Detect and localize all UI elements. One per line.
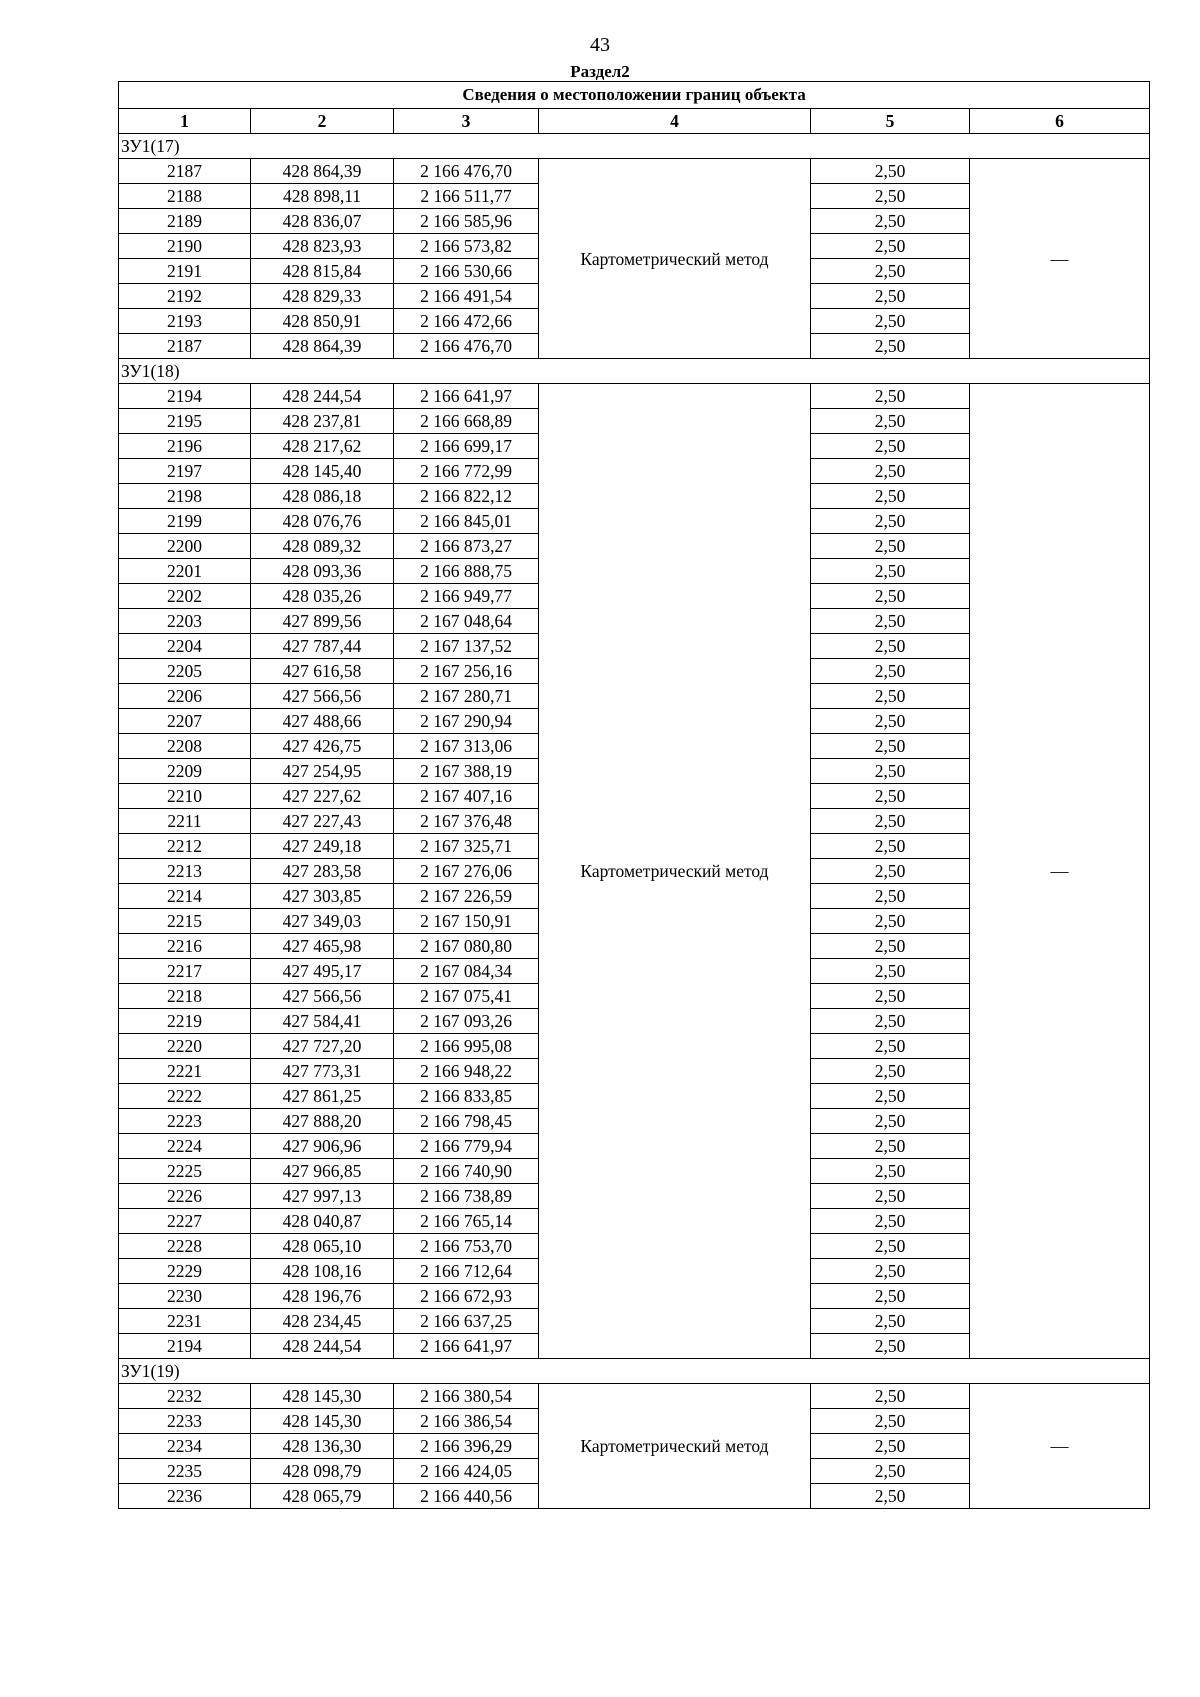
y-coordinate-cell: 2 166 511,77 bbox=[394, 184, 539, 209]
y-coordinate-cell: 2 166 772,99 bbox=[394, 459, 539, 484]
y-coordinate-cell: 2 167 325,71 bbox=[394, 834, 539, 859]
point-number-cell: 2232 bbox=[119, 1384, 251, 1409]
accuracy-cell: 2,50 bbox=[811, 1409, 970, 1434]
accuracy-cell: 2,50 bbox=[811, 809, 970, 834]
x-coordinate-cell: 428 196,76 bbox=[251, 1284, 394, 1309]
accuracy-cell: 2,50 bbox=[811, 1209, 970, 1234]
y-coordinate-cell: 2 166 637,25 bbox=[394, 1309, 539, 1334]
accuracy-cell: 2,50 bbox=[811, 559, 970, 584]
point-number-cell: 2230 bbox=[119, 1284, 251, 1309]
point-number-cell: 2188 bbox=[119, 184, 251, 209]
group-row bbox=[119, 1359, 1150, 1384]
x-coordinate-cell: 427 227,62 bbox=[251, 784, 394, 809]
point-number-cell: 2218 bbox=[119, 984, 251, 1009]
accuracy-cell: 2,50 bbox=[811, 1309, 970, 1334]
point-number-cell: 2228 bbox=[119, 1234, 251, 1259]
point-number-cell: 2205 bbox=[119, 659, 251, 684]
x-coordinate-cell: 427 227,43 bbox=[251, 809, 394, 834]
accuracy-cell: 2,50 bbox=[811, 1434, 970, 1459]
y-coordinate-cell: 2 167 256,16 bbox=[394, 659, 539, 684]
x-coordinate-cell: 427 727,20 bbox=[251, 1034, 394, 1059]
y-coordinate-cell: 2 167 226,59 bbox=[394, 884, 539, 909]
accuracy-cell: 2,50 bbox=[811, 484, 970, 509]
accuracy-cell: 2,50 bbox=[811, 1334, 970, 1359]
y-coordinate-cell: 2 166 672,93 bbox=[394, 1284, 539, 1309]
method-cell: Картометрический метод bbox=[539, 384, 811, 1359]
accuracy-cell: 2,50 bbox=[811, 734, 970, 759]
point-number-cell: 2234 bbox=[119, 1434, 251, 1459]
accuracy-cell: 2,50 bbox=[811, 409, 970, 434]
accuracy-cell: 2,50 bbox=[811, 309, 970, 334]
column-number-row bbox=[119, 109, 1150, 134]
x-coordinate-cell: 427 906,96 bbox=[251, 1134, 394, 1159]
x-coordinate-cell: 427 584,41 bbox=[251, 1009, 394, 1034]
y-coordinate-cell: 2 167 280,71 bbox=[394, 684, 539, 709]
section-title: Раздел2 bbox=[570, 62, 630, 81]
accuracy-cell: 2,50 bbox=[811, 634, 970, 659]
accuracy-cell: 2,50 bbox=[811, 1384, 970, 1409]
x-coordinate-cell: 427 566,56 bbox=[251, 684, 394, 709]
accuracy-cell: 2,50 bbox=[811, 784, 970, 809]
x-coordinate-cell: 428 145,30 bbox=[251, 1409, 394, 1434]
accuracy-cell: 2,50 bbox=[811, 1259, 970, 1284]
y-coordinate-cell: 2 167 290,94 bbox=[394, 709, 539, 734]
y-coordinate-cell: 2 167 313,06 bbox=[394, 734, 539, 759]
x-coordinate-cell: 427 773,31 bbox=[251, 1059, 394, 1084]
point-number-cell: 2210 bbox=[119, 784, 251, 809]
accuracy-cell: 2,50 bbox=[811, 1159, 970, 1184]
point-number-cell: 2217 bbox=[119, 959, 251, 984]
point-number-cell: 2216 bbox=[119, 934, 251, 959]
x-coordinate-cell: 428 864,39 bbox=[251, 334, 394, 359]
accuracy-cell: 2,50 bbox=[811, 1284, 970, 1309]
x-coordinate-cell: 428 898,11 bbox=[251, 184, 394, 209]
accuracy-cell: 2,50 bbox=[811, 284, 970, 309]
y-coordinate-cell: 2 166 641,97 bbox=[394, 1334, 539, 1359]
point-number-cell: 2207 bbox=[119, 709, 251, 734]
y-coordinate-cell: 2 167 376,48 bbox=[394, 809, 539, 834]
y-coordinate-cell: 2 166 738,89 bbox=[394, 1184, 539, 1209]
y-coordinate-cell: 2 166 948,22 bbox=[394, 1059, 539, 1084]
accuracy-cell: 2,50 bbox=[811, 234, 970, 259]
group-row bbox=[119, 359, 1150, 384]
point-number-cell: 2221 bbox=[119, 1059, 251, 1084]
y-coordinate-cell: 2 166 396,29 bbox=[394, 1434, 539, 1459]
x-coordinate-cell: 428 035,26 bbox=[251, 584, 394, 609]
x-coordinate-cell: 428 145,40 bbox=[251, 459, 394, 484]
group-label: ЗУ1(19) bbox=[119, 1359, 1150, 1384]
column-header: 4 bbox=[539, 109, 811, 134]
column-header: 1 bbox=[119, 109, 251, 134]
accuracy-cell: 2,50 bbox=[811, 884, 970, 909]
method-cell: Картометрический метод bbox=[539, 159, 811, 359]
table-row bbox=[119, 159, 1150, 184]
y-coordinate-cell: 2 166 888,75 bbox=[394, 559, 539, 584]
point-number-cell: 2229 bbox=[119, 1259, 251, 1284]
accuracy-cell: 2,50 bbox=[811, 1059, 970, 1084]
table-row bbox=[119, 384, 1150, 409]
point-number-cell: 2203 bbox=[119, 609, 251, 634]
y-coordinate-cell: 2 166 476,70 bbox=[394, 159, 539, 184]
accuracy-cell: 2,50 bbox=[811, 1134, 970, 1159]
x-coordinate-cell: 428 244,54 bbox=[251, 384, 394, 409]
x-coordinate-cell: 427 787,44 bbox=[251, 634, 394, 659]
point-number-cell: 2187 bbox=[119, 159, 251, 184]
accuracy-cell: 2,50 bbox=[811, 1234, 970, 1259]
point-number-cell: 2215 bbox=[119, 909, 251, 934]
table-body bbox=[119, 134, 1150, 1509]
point-number-cell: 2233 bbox=[119, 1409, 251, 1434]
point-number-cell: 2198 bbox=[119, 484, 251, 509]
y-coordinate-cell: 2 166 833,85 bbox=[394, 1084, 539, 1109]
point-number-cell: 2227 bbox=[119, 1209, 251, 1234]
column-header: 2 bbox=[251, 109, 394, 134]
y-coordinate-cell: 2 166 873,27 bbox=[394, 534, 539, 559]
y-coordinate-cell: 2 167 137,52 bbox=[394, 634, 539, 659]
y-coordinate-cell: 2 166 699,17 bbox=[394, 434, 539, 459]
x-coordinate-cell: 428 244,54 bbox=[251, 1334, 394, 1359]
accuracy-cell: 2,50 bbox=[811, 1184, 970, 1209]
y-coordinate-cell: 2 166 765,14 bbox=[394, 1209, 539, 1234]
accuracy-cell: 2,50 bbox=[811, 1459, 970, 1484]
point-number-cell: 2223 bbox=[119, 1109, 251, 1134]
method-cell: Картометрический метод bbox=[539, 1384, 811, 1509]
x-coordinate-cell: 428 098,79 bbox=[251, 1459, 394, 1484]
point-number-cell: 2189 bbox=[119, 209, 251, 234]
point-number-cell: 2206 bbox=[119, 684, 251, 709]
point-number-cell: 2220 bbox=[119, 1034, 251, 1059]
x-coordinate-cell: 428 836,07 bbox=[251, 209, 394, 234]
accuracy-cell: 2,50 bbox=[811, 984, 970, 1009]
table-caption: Сведения о местоположении границ объекта bbox=[119, 82, 1150, 109]
x-coordinate-cell: 428 864,39 bbox=[251, 159, 394, 184]
y-coordinate-cell: 2 166 491,54 bbox=[394, 284, 539, 309]
y-coordinate-cell: 2 167 407,16 bbox=[394, 784, 539, 809]
y-coordinate-cell: 2 167 080,80 bbox=[394, 934, 539, 959]
point-number-cell: 2219 bbox=[119, 1009, 251, 1034]
accuracy-cell: 2,50 bbox=[811, 709, 970, 734]
accuracy-cell: 2,50 bbox=[811, 434, 970, 459]
x-coordinate-cell: 428 823,93 bbox=[251, 234, 394, 259]
x-coordinate-cell: 428 089,32 bbox=[251, 534, 394, 559]
point-number-cell: 2195 bbox=[119, 409, 251, 434]
x-coordinate-cell: 428 234,45 bbox=[251, 1309, 394, 1334]
x-coordinate-cell: 427 283,58 bbox=[251, 859, 394, 884]
accuracy-cell: 2,50 bbox=[811, 1009, 970, 1034]
group-label: ЗУ1(17) bbox=[119, 134, 1150, 159]
point-number-cell: 2224 bbox=[119, 1134, 251, 1159]
accuracy-cell: 2,50 bbox=[811, 859, 970, 884]
y-coordinate-cell: 2 167 048,64 bbox=[394, 609, 539, 634]
x-coordinate-cell: 428 065,10 bbox=[251, 1234, 394, 1259]
x-coordinate-cell: 427 566,56 bbox=[251, 984, 394, 1009]
point-number-cell: 2194 bbox=[119, 1334, 251, 1359]
accuracy-cell: 2,50 bbox=[811, 834, 970, 859]
point-number-cell: 2204 bbox=[119, 634, 251, 659]
x-coordinate-cell: 427 495,17 bbox=[251, 959, 394, 984]
y-coordinate-cell: 2 166 573,82 bbox=[394, 234, 539, 259]
point-number-cell: 2236 bbox=[119, 1484, 251, 1509]
group-row bbox=[119, 134, 1150, 159]
y-coordinate-cell: 2 166 424,05 bbox=[394, 1459, 539, 1484]
x-coordinate-cell: 428 076,76 bbox=[251, 509, 394, 534]
y-coordinate-cell: 2 167 150,91 bbox=[394, 909, 539, 934]
point-number-cell: 2187 bbox=[119, 334, 251, 359]
y-coordinate-cell: 2 167 075,41 bbox=[394, 984, 539, 1009]
y-coordinate-cell: 2 167 276,06 bbox=[394, 859, 539, 884]
y-coordinate-cell: 2 167 388,19 bbox=[394, 759, 539, 784]
point-number-cell: 2225 bbox=[119, 1159, 251, 1184]
point-number-cell: 2211 bbox=[119, 809, 251, 834]
accuracy-cell: 2,50 bbox=[811, 1109, 970, 1134]
x-coordinate-cell: 427 349,03 bbox=[251, 909, 394, 934]
accuracy-cell: 2,50 bbox=[811, 384, 970, 409]
point-number-cell: 2209 bbox=[119, 759, 251, 784]
group-label: ЗУ1(18) bbox=[119, 359, 1150, 384]
y-coordinate-cell: 2 166 668,89 bbox=[394, 409, 539, 434]
accuracy-cell: 2,50 bbox=[811, 459, 970, 484]
x-coordinate-cell: 427 888,20 bbox=[251, 1109, 394, 1134]
x-coordinate-cell: 427 254,95 bbox=[251, 759, 394, 784]
boundary-coordinates-table bbox=[118, 81, 1150, 1509]
x-coordinate-cell: 428 065,79 bbox=[251, 1484, 394, 1509]
column-header: 5 bbox=[811, 109, 970, 134]
x-coordinate-cell: 427 465,98 bbox=[251, 934, 394, 959]
x-coordinate-cell: 428 136,30 bbox=[251, 1434, 394, 1459]
x-coordinate-cell: 427 426,75 bbox=[251, 734, 394, 759]
x-coordinate-cell: 427 997,13 bbox=[251, 1184, 394, 1209]
y-coordinate-cell: 2 166 530,66 bbox=[394, 259, 539, 284]
column-6-cell: — bbox=[970, 1384, 1150, 1509]
x-coordinate-cell: 428 108,16 bbox=[251, 1259, 394, 1284]
accuracy-cell: 2,50 bbox=[811, 684, 970, 709]
x-coordinate-cell: 427 899,56 bbox=[251, 609, 394, 634]
y-coordinate-cell: 2 166 585,96 bbox=[394, 209, 539, 234]
y-coordinate-cell: 2 166 779,94 bbox=[394, 1134, 539, 1159]
column-header: 6 bbox=[970, 109, 1150, 134]
column-6-cell: — bbox=[970, 384, 1150, 1359]
point-number-cell: 2196 bbox=[119, 434, 251, 459]
accuracy-cell: 2,50 bbox=[811, 1484, 970, 1509]
point-number-cell: 2208 bbox=[119, 734, 251, 759]
x-coordinate-cell: 427 249,18 bbox=[251, 834, 394, 859]
point-number-cell: 2194 bbox=[119, 384, 251, 409]
x-coordinate-cell: 428 237,81 bbox=[251, 409, 394, 434]
x-coordinate-cell: 427 616,58 bbox=[251, 659, 394, 684]
y-coordinate-cell: 2 167 093,26 bbox=[394, 1009, 539, 1034]
accuracy-cell: 2,50 bbox=[811, 584, 970, 609]
point-number-cell: 2231 bbox=[119, 1309, 251, 1334]
accuracy-cell: 2,50 bbox=[811, 959, 970, 984]
y-coordinate-cell: 2 166 476,70 bbox=[394, 334, 539, 359]
y-coordinate-cell: 2 166 380,54 bbox=[394, 1384, 539, 1409]
y-coordinate-cell: 2 166 472,66 bbox=[394, 309, 539, 334]
y-coordinate-cell: 2 167 084,34 bbox=[394, 959, 539, 984]
y-coordinate-cell: 2 166 641,97 bbox=[394, 384, 539, 409]
accuracy-cell: 2,50 bbox=[811, 759, 970, 784]
point-number-cell: 2201 bbox=[119, 559, 251, 584]
accuracy-cell: 2,50 bbox=[811, 1034, 970, 1059]
y-coordinate-cell: 2 166 386,54 bbox=[394, 1409, 539, 1434]
x-coordinate-cell: 427 861,25 bbox=[251, 1084, 394, 1109]
x-coordinate-cell: 428 093,36 bbox=[251, 559, 394, 584]
point-number-cell: 2191 bbox=[119, 259, 251, 284]
x-coordinate-cell: 427 303,85 bbox=[251, 884, 394, 909]
point-number-cell: 2202 bbox=[119, 584, 251, 609]
x-coordinate-cell: 428 217,62 bbox=[251, 434, 394, 459]
y-coordinate-cell: 2 166 712,64 bbox=[394, 1259, 539, 1284]
x-coordinate-cell: 428 086,18 bbox=[251, 484, 394, 509]
point-number-cell: 2226 bbox=[119, 1184, 251, 1209]
x-coordinate-cell: 427 488,66 bbox=[251, 709, 394, 734]
accuracy-cell: 2,50 bbox=[811, 334, 970, 359]
y-coordinate-cell: 2 166 995,08 bbox=[394, 1034, 539, 1059]
accuracy-cell: 2,50 bbox=[811, 209, 970, 234]
y-coordinate-cell: 2 166 949,77 bbox=[394, 584, 539, 609]
point-number-cell: 2235 bbox=[119, 1459, 251, 1484]
accuracy-cell: 2,50 bbox=[811, 934, 970, 959]
column-6-cell: — bbox=[970, 159, 1150, 359]
accuracy-cell: 2,50 bbox=[811, 909, 970, 934]
accuracy-cell: 2,50 bbox=[811, 259, 970, 284]
point-number-cell: 2192 bbox=[119, 284, 251, 309]
y-coordinate-cell: 2 166 753,70 bbox=[394, 1234, 539, 1259]
x-coordinate-cell: 428 040,87 bbox=[251, 1209, 394, 1234]
x-coordinate-cell: 428 850,91 bbox=[251, 309, 394, 334]
x-coordinate-cell: 428 815,84 bbox=[251, 259, 394, 284]
accuracy-cell: 2,50 bbox=[811, 609, 970, 634]
point-number-cell: 2190 bbox=[119, 234, 251, 259]
point-number-cell: 2222 bbox=[119, 1084, 251, 1109]
table-caption-row bbox=[119, 82, 1150, 109]
column-header: 3 bbox=[394, 109, 539, 134]
y-coordinate-cell: 2 166 845,01 bbox=[394, 509, 539, 534]
table-row bbox=[119, 1384, 1150, 1409]
point-number-cell: 2213 bbox=[119, 859, 251, 884]
accuracy-cell: 2,50 bbox=[811, 159, 970, 184]
x-coordinate-cell: 428 145,30 bbox=[251, 1384, 394, 1409]
point-number-cell: 2193 bbox=[119, 309, 251, 334]
point-number-cell: 2200 bbox=[119, 534, 251, 559]
accuracy-cell: 2,50 bbox=[811, 534, 970, 559]
accuracy-cell: 2,50 bbox=[811, 1084, 970, 1109]
accuracy-cell: 2,50 bbox=[811, 659, 970, 684]
point-number-cell: 2214 bbox=[119, 884, 251, 909]
page-number: 43 bbox=[590, 34, 610, 56]
y-coordinate-cell: 2 166 822,12 bbox=[394, 484, 539, 509]
point-number-cell: 2197 bbox=[119, 459, 251, 484]
accuracy-cell: 2,50 bbox=[811, 184, 970, 209]
point-number-cell: 2199 bbox=[119, 509, 251, 534]
x-coordinate-cell: 428 829,33 bbox=[251, 284, 394, 309]
accuracy-cell: 2,50 bbox=[811, 509, 970, 534]
x-coordinate-cell: 427 966,85 bbox=[251, 1159, 394, 1184]
point-number-cell: 2212 bbox=[119, 834, 251, 859]
y-coordinate-cell: 2 166 440,56 bbox=[394, 1484, 539, 1509]
y-coordinate-cell: 2 166 740,90 bbox=[394, 1159, 539, 1184]
y-coordinate-cell: 2 166 798,45 bbox=[394, 1109, 539, 1134]
